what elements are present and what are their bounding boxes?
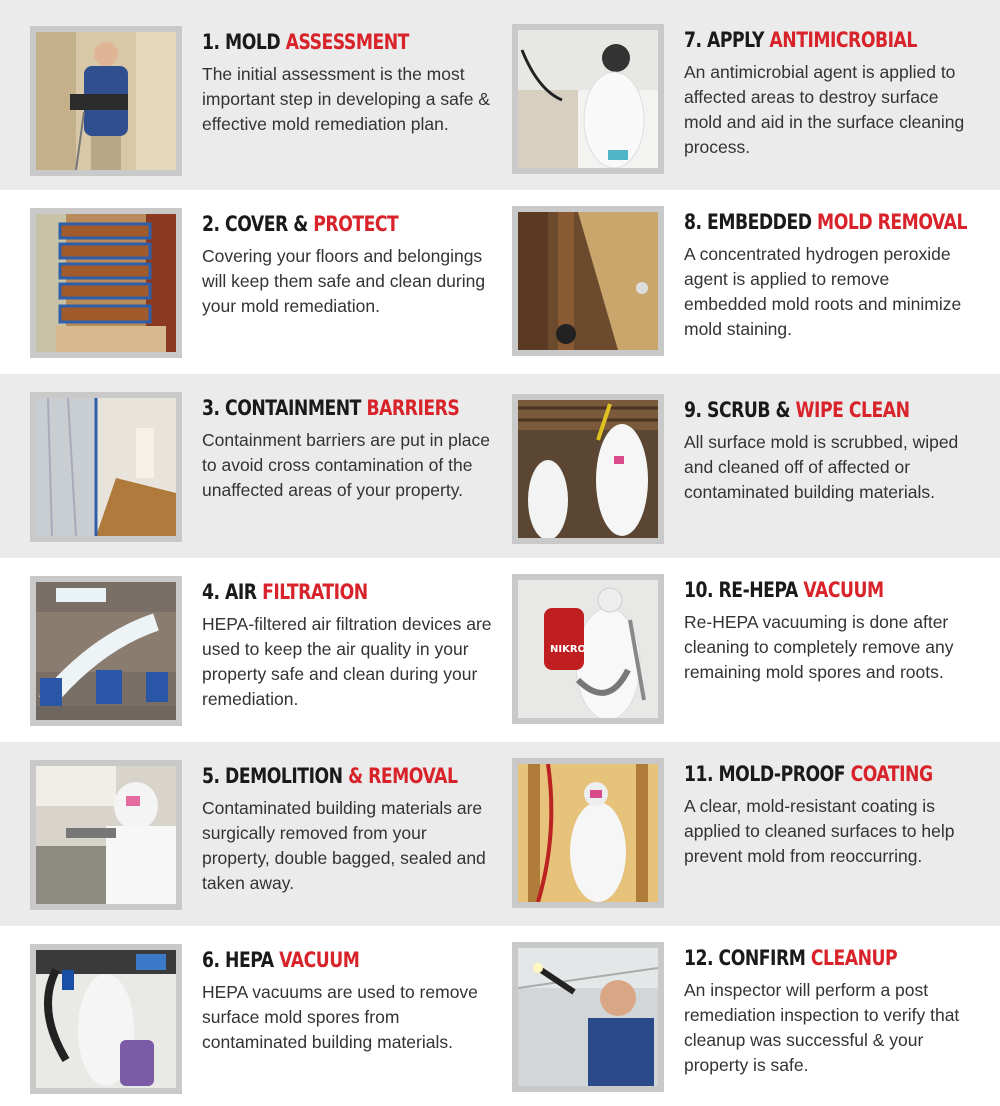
- step-description: The initial assessment is the most important step in developing a safe & effective mold remediation plan.: [202, 64, 490, 134]
- step-card-2: [30, 208, 510, 368]
- step-title: 11. MOLD-PROOF COATING: [684, 762, 933, 786]
- step-card-12: [512, 942, 992, 1102]
- nikro-brand-label: NIKRO: [550, 644, 587, 655]
- step-description: An inspector will perform a post remediation inspection to verify that cleanup was successful & your property is safe.: [684, 980, 960, 1075]
- step-title: 10. RE-HEPA VACUUM: [684, 578, 884, 602]
- photo-worker-vacuum-ceiling: [30, 944, 182, 1094]
- step-card-6: [30, 944, 510, 1104]
- step-description: Containment barriers are put in place to avoid cross contamination of the unaffected areas of your property.: [202, 430, 490, 500]
- step-description: HEPA vacuums are used to remove surface mold spores from contaminated building materials.: [202, 982, 478, 1052]
- step-title: 4. AIR FILTRATION: [202, 580, 368, 604]
- step-description: Re-HEPA vacuuming is done after cleaning to completely remove any remaining mold spores and roots.: [684, 612, 954, 682]
- step-title: 6. HEPA VACUUM: [202, 948, 360, 972]
- photo-worker-spraying: [512, 24, 664, 174]
- step-title: 12. CONFIRM CLEANUP: [684, 946, 898, 970]
- step-card-10: [512, 574, 992, 734]
- photo-attic-wood: [512, 206, 664, 356]
- step-description: An antimicrobial agent is applied to affected areas to destroy surface mold and aid in the surface cleaning process.: [684, 62, 965, 157]
- photo-air-scrubbers: [30, 576, 182, 726]
- step-card-9: [512, 394, 992, 554]
- step-title: 9. SCRUB & WIPE CLEAN: [684, 398, 910, 422]
- photo-inspector-flashlight: [512, 942, 664, 1092]
- step-description: HEPA-filtered air filtration devices are used to keep the air quality in your property safe and clean during your remediation.: [202, 614, 492, 709]
- step-card-1: [30, 26, 510, 186]
- step-title: 1. MOLD ASSESSMENT: [202, 30, 409, 54]
- step-card-7: [512, 24, 992, 184]
- photo-workers-scrubbing: [512, 394, 664, 544]
- photo-covered-stairs: [30, 208, 182, 358]
- step-title: 8. EMBEDDED MOLD REMOVAL: [684, 210, 967, 234]
- step-title: 5. DEMOLITION & REMOVAL: [202, 764, 458, 788]
- step-title: 2. COVER & PROTECT: [202, 212, 399, 236]
- photo-inspector-with-clipboard: [30, 26, 182, 176]
- step-description: Covering your floors and belongings will keep them safe and clean during your mold remediation.: [202, 246, 486, 316]
- photo-worker-coating-studs: [512, 758, 664, 908]
- step-title: 7. APPLY ANTIMICROBIAL: [684, 28, 917, 52]
- step-card-4: [30, 576, 510, 736]
- step-description: All surface mold is scrubbed, wiped and cleaned off of affected or contaminated building materials.: [684, 432, 959, 502]
- step-description: Contaminated building materials are surgically removed from your property, double bagged, sealed and taken away.: [202, 798, 486, 893]
- step-description: A clear, mold-resistant coating is applied to cleaned surfaces to help prevent mold from reoccurring.: [684, 796, 955, 866]
- photo-worker-backpack-vacuum: [512, 574, 664, 724]
- step-card-11: [512, 758, 992, 918]
- step-card-3: [30, 392, 510, 552]
- step-title: 3. CONTAINMENT BARRIERS: [202, 396, 460, 420]
- step-description: A concentrated hydrogen peroxide agent is applied to remove embedded mold roots and minimize mold staining.: [684, 244, 962, 339]
- photo-plastic-barrier-hallway: [30, 392, 182, 542]
- photo-worker-demolition: [30, 760, 182, 910]
- step-card-5: [30, 760, 510, 920]
- step-card-8: [512, 206, 992, 366]
